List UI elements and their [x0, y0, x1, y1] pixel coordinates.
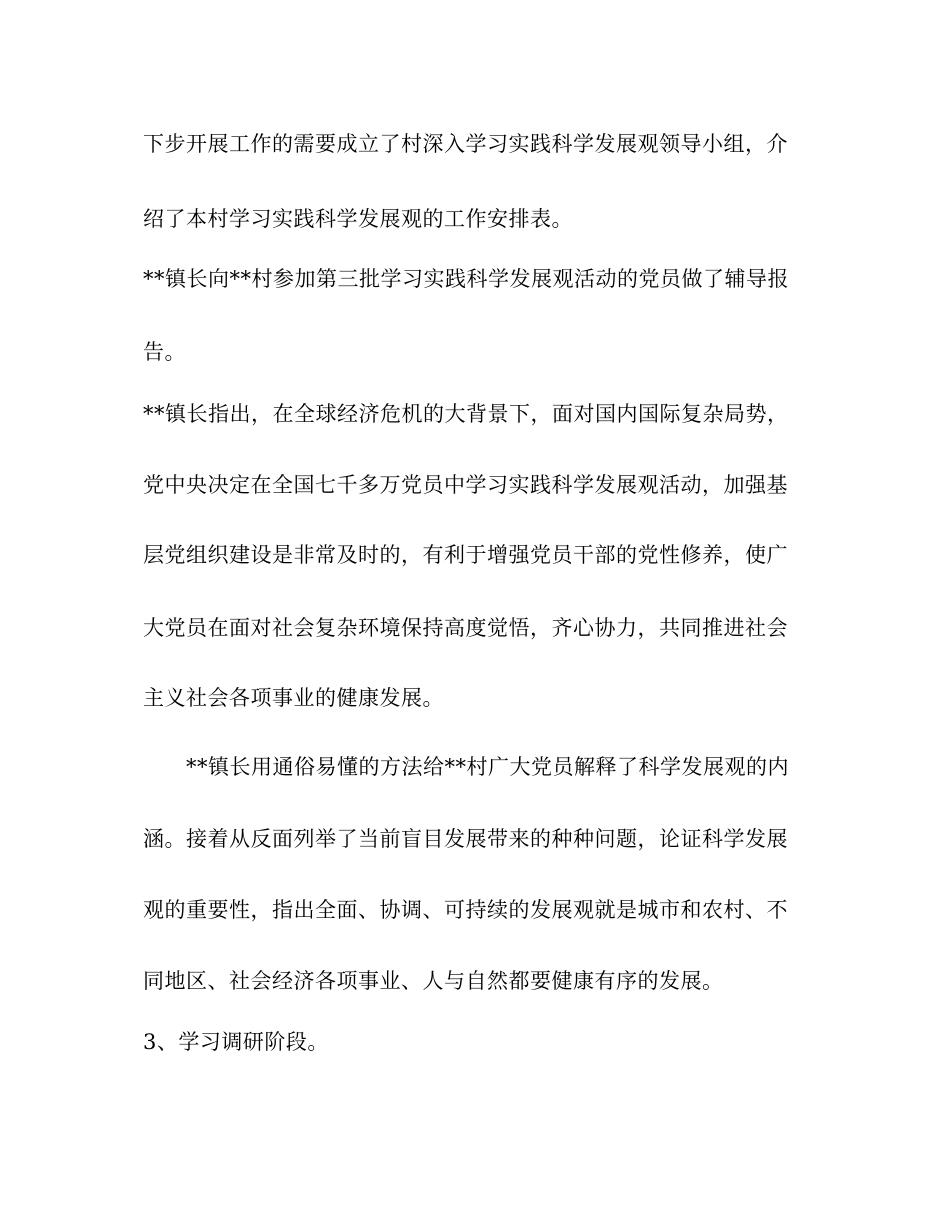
text-line: 同地区、社会经济各项事业、人与自然都要健康有序的发展。 [143, 969, 724, 993]
text-line: 涵。接着从反面列举了当前盲目发展带来的种种问题，论证科学发展 [143, 827, 788, 851]
text-line: 党中央决定在全国七千多万党员中学习实践科学发展观活动，加强基 [143, 473, 788, 497]
text-line: 层党组织建设是非常及时的，有利于增强党员干部的党性修养，使广 [143, 543, 788, 567]
text-line: 告。 [143, 340, 186, 364]
text-line: **镇长用通俗易懂的方法给**村广大党员解释了科学发展观的内 [186, 755, 789, 779]
text-line: 大党员在面对社会复杂环境保持高度觉悟，齐心协力，共同推进社会 [143, 616, 788, 640]
text-line: 下步开展工作的需要成立了村深入学习实践科学发展观领导小组，介 [143, 132, 788, 156]
text-line: **镇长向**村参加第三批学习实践科学发展观活动的党员做了辅导报 [143, 267, 789, 291]
section-heading: 3、学习调研阶段。 [143, 1030, 329, 1054]
text-line: 绍了本村学习实践科学发展观的工作安排表。 [143, 207, 573, 231]
text-line: 观的重要性，指出全面、协调、可持续的发展观就是城市和农村、不 [143, 898, 788, 922]
text-line: **镇长指出，在全球经济危机的大背景下，面对国内国际复杂局势， [143, 402, 789, 426]
text-line: 主义社会各项事业的健康发展。 [143, 686, 444, 710]
